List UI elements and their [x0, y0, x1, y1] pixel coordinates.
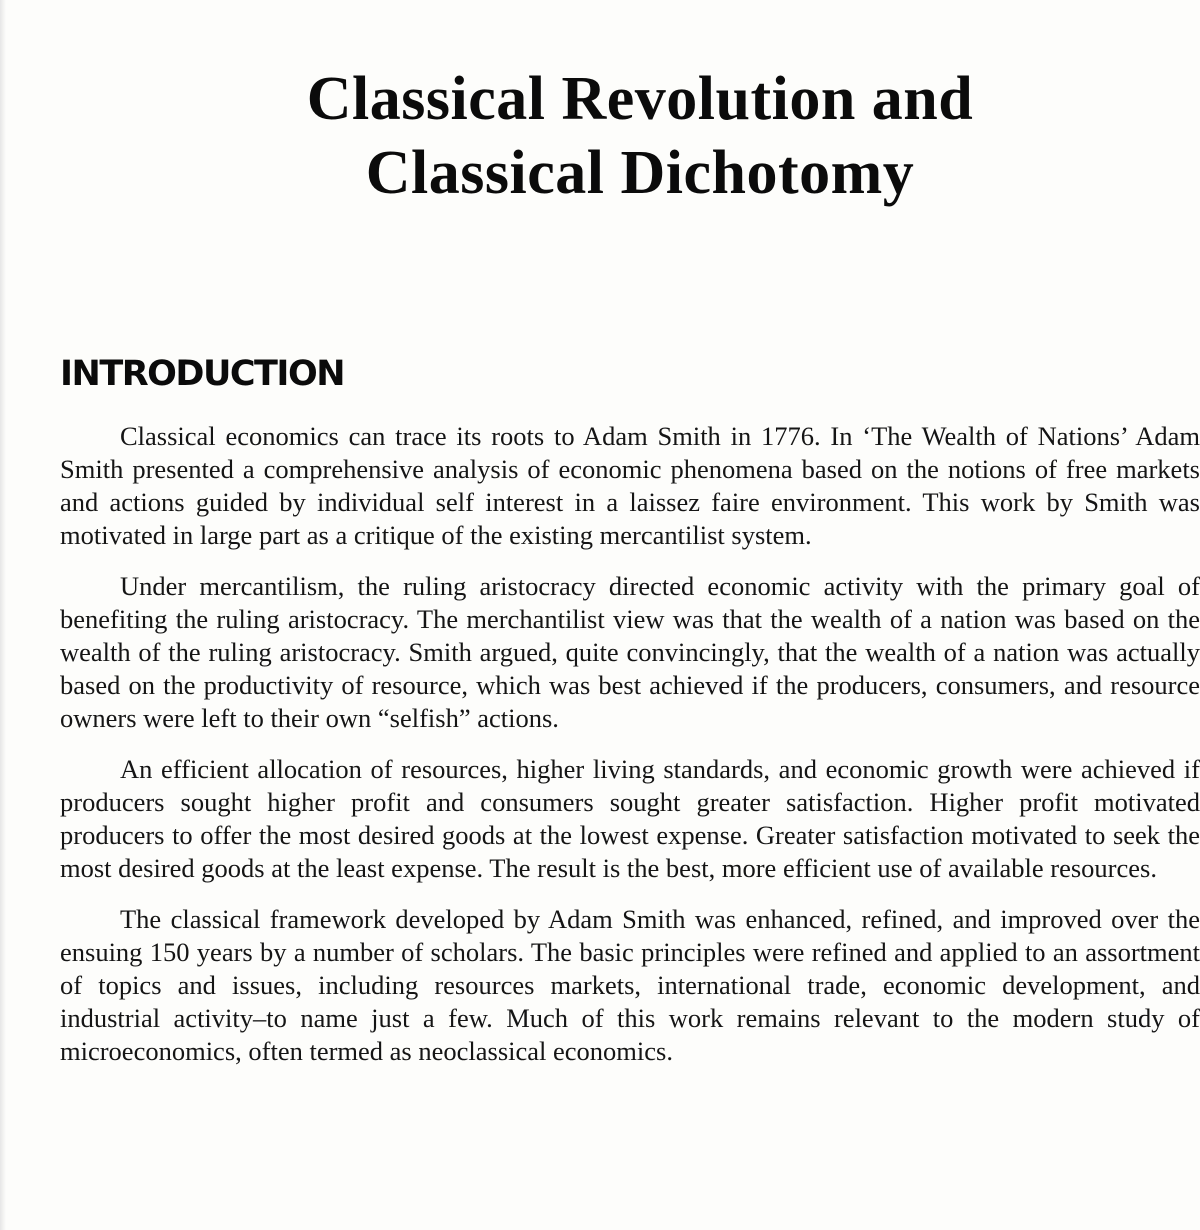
body-text — [60, 420, 1200, 1086]
chapter-title-line-2: Classical Dichotomy — [365, 139, 915, 207]
paragraph-1: Classical economics can trace its roots to Adam Smith in 1776. In ‘The Wealth of Nations’ Adam Smith presented a comprehensive analysis of economic phenomena based on the notions of free markets and actions guided by individual self interest in a laissez faire environment. This work by Smith was motivated in large part as a critique of the existing mercantilist system. — [60, 421, 1200, 550]
paragraph-4: The classical framework developed by Adam Smith was enhanced, refined, and improved over the ensuing 150 years by a number of scholars. The basic principles were refined and applied to an assortment of topics and issues, including resources markets, international trade, economic development, and industrial activity–to name just a few. Much of this work remains relevant to the modern study of microeconomics, often termed as neoclassical economics. — [60, 904, 1200, 1066]
chapter-title-line-1: Classical Revolution and — [306, 65, 974, 133]
section-heading: INTRODUCTION — [60, 354, 344, 394]
paragraph-3: An efficient allocation of resources, higher living standards, and economic growth were achieved if producers sought higher profit and consumers sought greater satisfaction. Higher profit motivated producers to offer the most desired goods at the lowest expense. Greater satisfaction motivated to seek the most desired goods at the least expense. The result is the best, more efficient use of available resources. — [60, 754, 1200, 883]
paragraph-2: Under mercantilism, the ruling aristocracy directed economic activity with the primary goal of benefiting the ruling aristocracy. The merchantilist view was that the wealth of a nation was based on the wealth of the ruling aristocracy. Smith argued, quite convincingly, that the wealth of a nation was actually based on the productivity of resource, which was best achieved if the producers, consumers, and resource owners were left to their own “selfish” actions. — [60, 571, 1200, 733]
chapter-title — [230, 62, 1050, 210]
page-edge-shadow — [0, 0, 6, 1230]
